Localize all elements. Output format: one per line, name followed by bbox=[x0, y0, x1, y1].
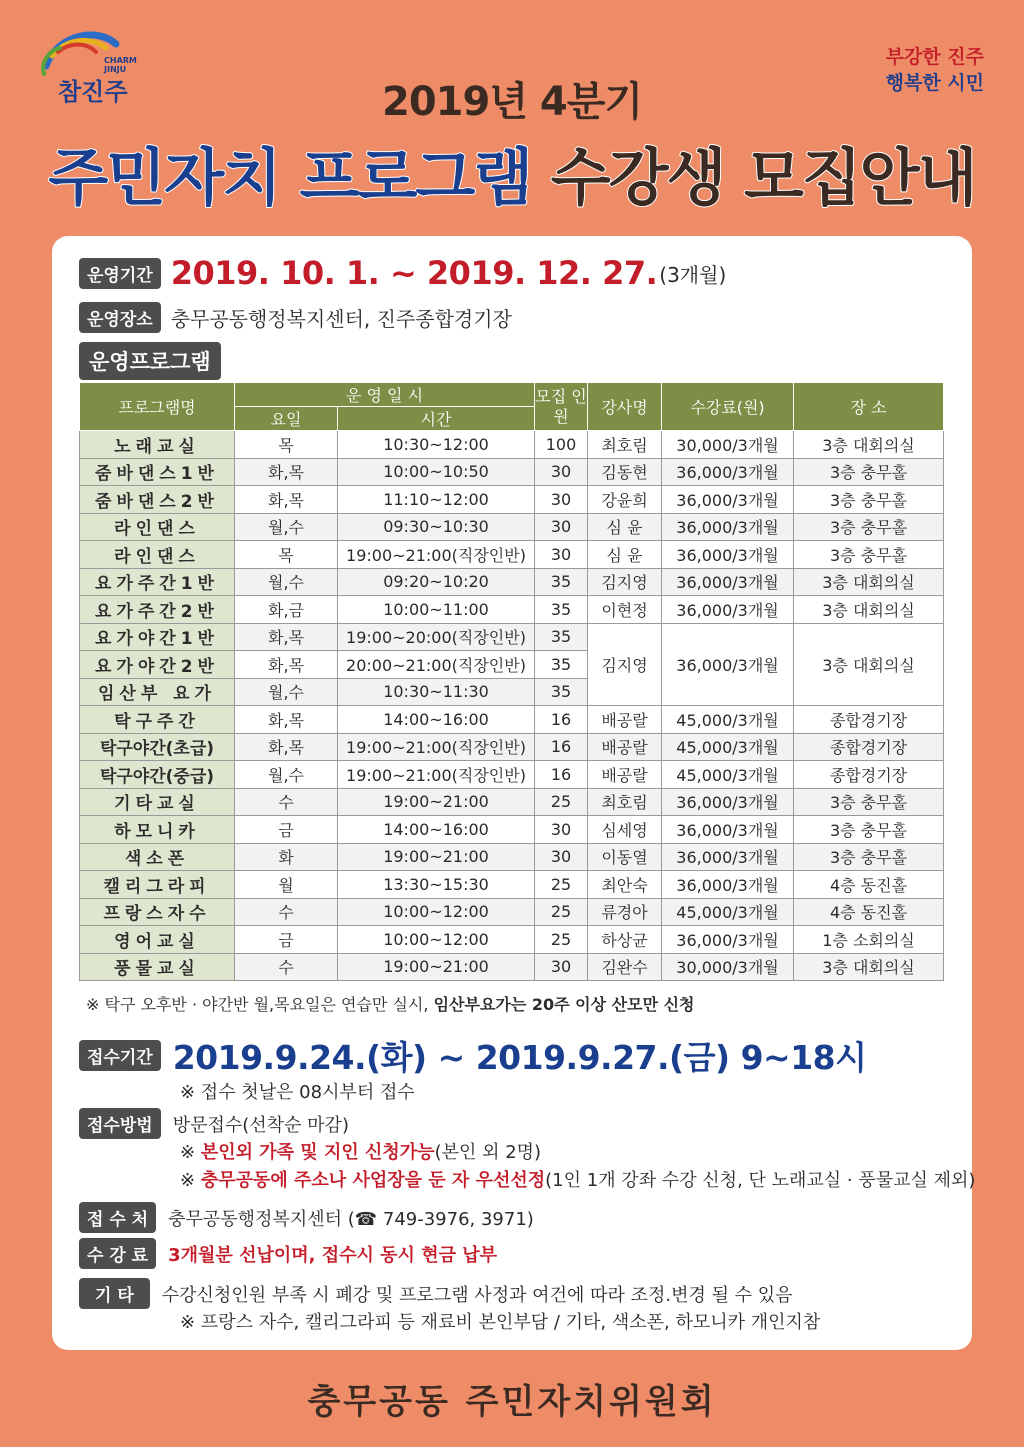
etc-value: 수강신청인원 부족 시 폐강 및 프로그램 사정과 여건에 따라 조정.변경 될 수 있음 bbox=[161, 1284, 793, 1306]
cell-place: 3층 충무홀 bbox=[794, 788, 944, 816]
header-instructor: 강사명 bbox=[588, 383, 662, 431]
cell-place: 3층 충무홀 bbox=[794, 541, 944, 569]
cell-day: 수 bbox=[235, 788, 338, 816]
cell-fee: 45,000/3개월 bbox=[662, 706, 794, 734]
cell-place: 4층 동진홀 bbox=[794, 871, 944, 899]
logo-english: CHARM JINJU bbox=[104, 56, 137, 74]
registration-method-label: 접수방법 bbox=[79, 1108, 161, 1139]
cell-fee: 36,000/3개월 bbox=[662, 458, 794, 486]
table-row bbox=[80, 953, 944, 981]
cell-program-name: 줌바댄스2반 bbox=[80, 486, 235, 514]
table-row bbox=[80, 816, 944, 844]
cell-time: 19:00~21:00(직장인반) bbox=[338, 733, 535, 761]
cell-fee: 30,000/3개월 bbox=[662, 431, 794, 459]
cell-fee: 36,000/3개월 bbox=[662, 513, 794, 541]
cell-program-name: 요가주간1반 bbox=[80, 568, 235, 596]
cell-instructor: 김완수 bbox=[588, 953, 662, 981]
registration-period-label: 접수기간 bbox=[79, 1040, 161, 1071]
table-row bbox=[80, 541, 944, 569]
operation-place-label: 운영장소 bbox=[79, 302, 161, 333]
cell-time: 10:00~11:00 bbox=[338, 596, 535, 624]
cell-fee: 36,000/3개월 bbox=[662, 843, 794, 871]
program-table bbox=[79, 382, 944, 981]
cell-fee: 30,000/3개월 bbox=[662, 953, 794, 981]
cell-program-name: 탁구야간(초급) bbox=[80, 733, 235, 761]
info-card bbox=[52, 236, 976, 1350]
cell-program-name: 색소폰 bbox=[80, 843, 235, 871]
cell-instructor: 심세영 bbox=[588, 816, 662, 844]
method-note-2 bbox=[180, 1166, 975, 1192]
registration-period-row bbox=[79, 1032, 867, 1079]
cell-program-name: 요가주간2반 bbox=[80, 596, 235, 624]
table-row bbox=[80, 761, 944, 789]
cell-day: 화,금 bbox=[235, 596, 338, 624]
cell-time: 13:30~15:30 bbox=[338, 871, 535, 899]
cell-time: 10:00~12:00 bbox=[338, 926, 535, 954]
cell-capacity: 30 bbox=[535, 513, 588, 541]
cell-time: 09:30~10:30 bbox=[338, 513, 535, 541]
method-note-2-highlight: 충무공동에 주소나 사업장을 둔 자 우선선정 bbox=[200, 1170, 546, 1191]
cell-time: 10:00~10:50 bbox=[338, 458, 535, 486]
header-schedule: 운 영 일 시 bbox=[235, 383, 535, 407]
cell-day: 월,수 bbox=[235, 513, 338, 541]
registration-period-note: ※ 접수 첫날은 08시부터 접수 bbox=[180, 1082, 415, 1103]
table-row bbox=[80, 733, 944, 761]
cell-capacity: 35 bbox=[535, 623, 588, 651]
cell-day: 화,목 bbox=[235, 651, 338, 679]
cell-instructor: 김지영 bbox=[588, 568, 662, 596]
table-row bbox=[80, 513, 944, 541]
table-row bbox=[80, 458, 944, 486]
header-place: 장 소 bbox=[794, 383, 944, 431]
cell-instructor: 강윤희 bbox=[588, 486, 662, 514]
cell-time: 19:00~21:00 bbox=[338, 788, 535, 816]
etc-label: 기 타 bbox=[79, 1278, 150, 1309]
program-table-body bbox=[80, 431, 944, 981]
cell-instructor: 심 윤 bbox=[588, 541, 662, 569]
cell-instructor: 배공랄 bbox=[588, 761, 662, 789]
merged-instructor: 김지영 bbox=[588, 623, 662, 706]
cell-time: 14:00~16:00 bbox=[338, 816, 535, 844]
cell-place: 3층 대회의실 bbox=[794, 596, 944, 624]
cell-place: 1층 소회의실 bbox=[794, 926, 944, 954]
cell-time: 11:10~12:00 bbox=[338, 486, 535, 514]
etc-note: ※ 프랑스 자수, 캘리그라피 등 재료비 본인부담 / 기타, 색소폰, 하모니카 개인지참 bbox=[180, 1312, 821, 1333]
header-fee: 수강료(원) bbox=[662, 383, 794, 431]
operation-place-row bbox=[79, 302, 512, 333]
cell-instructor: 류경아 bbox=[588, 898, 662, 926]
cell-program-name: 캘리그라피 bbox=[80, 871, 235, 899]
cell-day: 금 bbox=[235, 816, 338, 844]
page-title bbox=[0, 128, 1024, 217]
cell-fee: 45,000/3개월 bbox=[662, 733, 794, 761]
table-row bbox=[80, 706, 944, 734]
cell-instructor: 최안숙 bbox=[588, 871, 662, 899]
cell-time: 20:00~21:00(직장인반) bbox=[338, 651, 535, 679]
cell-program-name: 라인댄스 bbox=[80, 541, 235, 569]
cell-time: 19:00~21:00(직장인반) bbox=[338, 541, 535, 569]
cell-capacity: 16 bbox=[535, 706, 588, 734]
cell-time: 19:00~21:00(직장인반) bbox=[338, 761, 535, 789]
table-row bbox=[80, 926, 944, 954]
method-note-1-prefix: ※ bbox=[180, 1142, 196, 1163]
cell-day: 화,목 bbox=[235, 623, 338, 651]
cell-capacity: 25 bbox=[535, 871, 588, 899]
cell-time: 10:30~11:30 bbox=[338, 678, 535, 706]
registration-office-value: 충무공동행정복지센터 (☎ 749-3976, 3971) bbox=[168, 1208, 534, 1230]
cell-capacity: 100 bbox=[535, 431, 588, 459]
cell-fee: 36,000/3개월 bbox=[662, 568, 794, 596]
cell-place: 3층 대회의실 bbox=[794, 953, 944, 981]
cell-day: 월,수 bbox=[235, 568, 338, 596]
slogan-line1: 부강한 진주 bbox=[885, 46, 984, 68]
cell-capacity: 30 bbox=[535, 816, 588, 844]
cell-program-name: 요가야간2반 bbox=[80, 651, 235, 679]
cell-fee: 36,000/3개월 bbox=[662, 816, 794, 844]
cell-program-name: 요가야간1반 bbox=[80, 623, 235, 651]
fee-value: 3개월분 선납이며, 접수시 동시 현금 납부 bbox=[168, 1244, 498, 1266]
cell-capacity: 30 bbox=[535, 953, 588, 981]
cell-day: 월,수 bbox=[235, 761, 338, 789]
cell-day: 월,수 bbox=[235, 678, 338, 706]
cell-capacity: 35 bbox=[535, 596, 588, 624]
method-note-1-rest: (본인 외 2명) bbox=[434, 1142, 542, 1163]
cell-fee: 36,000/3개월 bbox=[662, 926, 794, 954]
registration-office-label: 접 수 처 bbox=[79, 1202, 156, 1233]
header-day: 요일 bbox=[235, 407, 338, 431]
table-row bbox=[80, 623, 944, 651]
program-label: 운영프로그램 bbox=[79, 342, 221, 380]
cell-fee: 36,000/3개월 bbox=[662, 541, 794, 569]
fee-label: 수 강 료 bbox=[79, 1238, 156, 1269]
fee-row bbox=[79, 1238, 497, 1269]
table-note-plain: ※ 탁구 오후반 · 야간반 월,목요일은 연습만 실시, bbox=[86, 995, 429, 1014]
etc-row bbox=[79, 1278, 793, 1309]
cell-instructor: 배공랄 bbox=[588, 733, 662, 761]
cell-day: 화,목 bbox=[235, 706, 338, 734]
cell-capacity: 25 bbox=[535, 898, 588, 926]
operation-period-label: 운영기간 bbox=[79, 258, 161, 289]
header-time: 시간 bbox=[338, 407, 535, 431]
program-heading-row bbox=[79, 342, 221, 380]
merged-fee: 36,000/3개월 bbox=[662, 623, 794, 706]
cell-time: 19:00~21:00 bbox=[338, 953, 535, 981]
cell-program-name: 임산부 요가 bbox=[80, 678, 235, 706]
cell-capacity: 30 bbox=[535, 486, 588, 514]
cell-program-name: 줌바댄스1반 bbox=[80, 458, 235, 486]
cell-day: 화,목 bbox=[235, 733, 338, 761]
cell-program-name: 노래교실 bbox=[80, 431, 235, 459]
cell-capacity: 30 bbox=[535, 541, 588, 569]
slogan-line2: 행복한 시민 bbox=[885, 72, 984, 94]
cell-capacity: 35 bbox=[535, 568, 588, 596]
cell-capacity: 30 bbox=[535, 458, 588, 486]
operation-period-note: (3개월) bbox=[659, 262, 727, 287]
organization-footer: 충무공동 주민자치위원회 bbox=[307, 1382, 717, 1422]
cell-time: 09:20~10:20 bbox=[338, 568, 535, 596]
cell-capacity: 35 bbox=[535, 678, 588, 706]
operation-period-value: 2019. 10. 1. ~ 2019. 12. 27. bbox=[170, 254, 658, 292]
cell-place: 종합경기장 bbox=[794, 733, 944, 761]
table-row bbox=[80, 568, 944, 596]
cell-place: 3층 충무홀 bbox=[794, 458, 944, 486]
cell-day: 화 bbox=[235, 843, 338, 871]
cell-fee: 36,000/3개월 bbox=[662, 788, 794, 816]
cell-capacity: 25 bbox=[535, 926, 588, 954]
cell-day: 수 bbox=[235, 898, 338, 926]
cell-day: 목 bbox=[235, 541, 338, 569]
cell-program-name: 하모니카 bbox=[80, 816, 235, 844]
method-note-2-prefix: ※ bbox=[180, 1170, 196, 1191]
cell-place: 3층 충무홀 bbox=[794, 486, 944, 514]
cell-instructor: 심 윤 bbox=[588, 513, 662, 541]
cell-time: 10:30~12:00 bbox=[338, 431, 535, 459]
cell-fee: 36,000/3개월 bbox=[662, 596, 794, 624]
header-program-name: 프로그램명 bbox=[80, 383, 235, 431]
cell-place: 3층 충무홀 bbox=[794, 513, 944, 541]
operation-period-row bbox=[79, 254, 726, 292]
cell-place: 3층 충무홀 bbox=[794, 816, 944, 844]
cell-program-name: 탁구주간 bbox=[80, 706, 235, 734]
title-part1: 주민자치 프로그램 bbox=[48, 141, 532, 214]
cell-day: 수 bbox=[235, 953, 338, 981]
cell-instructor: 배공랄 bbox=[588, 706, 662, 734]
table-row bbox=[80, 871, 944, 899]
cell-day: 화,목 bbox=[235, 458, 338, 486]
registration-method-value: 방문접수(선착순 마감) bbox=[172, 1114, 349, 1136]
cell-program-name: 영어교실 bbox=[80, 926, 235, 954]
cell-fee: 45,000/3개월 bbox=[662, 898, 794, 926]
table-row bbox=[80, 596, 944, 624]
merged-place: 3층 대회의실 bbox=[794, 623, 944, 706]
cell-capacity: 16 bbox=[535, 761, 588, 789]
cell-capacity: 30 bbox=[535, 843, 588, 871]
cell-place: 3층 대회의실 bbox=[794, 568, 944, 596]
table-row bbox=[80, 486, 944, 514]
cell-place: 3층 대회의실 bbox=[794, 431, 944, 459]
cell-day: 금 bbox=[235, 926, 338, 954]
cell-instructor: 최호림 bbox=[588, 788, 662, 816]
quarter-heading: 2019년 4분기 bbox=[381, 79, 642, 125]
operation-place-value: 충무공동행정복지센터, 진주종합경기장 bbox=[170, 307, 512, 331]
table-row bbox=[80, 431, 944, 459]
cell-program-name: 프랑스자수 bbox=[80, 898, 235, 926]
cell-time: 10:00~12:00 bbox=[338, 898, 535, 926]
cell-instructor: 이현정 bbox=[588, 596, 662, 624]
logo-text: 참진주 bbox=[58, 78, 128, 106]
cell-day: 목 bbox=[235, 431, 338, 459]
table-note-bold: 임산부요가는 20주 이상 산모만 신청 bbox=[433, 995, 695, 1014]
method-note-2-rest: (1인 1개 강좌 수강 신청, 단 노래교실 · 풍물교실 제외) bbox=[545, 1170, 976, 1191]
cell-time: 19:00~20:00(직장인반) bbox=[338, 623, 535, 651]
cell-time: 19:00~21:00 bbox=[338, 843, 535, 871]
cell-fee: 36,000/3개월 bbox=[662, 486, 794, 514]
header-capacity: 모집 인원 bbox=[535, 383, 588, 431]
registration-office-row bbox=[79, 1202, 534, 1233]
registration-period-value: 2019.9.24.(화) ~ 2019.9.27.(금) 9~18시 bbox=[172, 1038, 867, 1077]
cell-time: 14:00~16:00 bbox=[338, 706, 535, 734]
cell-place: 3층 충무홀 bbox=[794, 843, 944, 871]
cell-place: 4층 동진홀 bbox=[794, 898, 944, 926]
cell-capacity: 35 bbox=[535, 651, 588, 679]
title-part2: 수강생 모집안내 bbox=[550, 141, 976, 214]
method-note-1 bbox=[180, 1138, 541, 1164]
cell-fee: 45,000/3개월 bbox=[662, 761, 794, 789]
cell-day: 화,목 bbox=[235, 486, 338, 514]
cell-program-name: 풍물교실 bbox=[80, 953, 235, 981]
cell-day: 월 bbox=[235, 871, 338, 899]
cell-instructor: 하상균 bbox=[588, 926, 662, 954]
cell-program-name: 탁구야간(중급) bbox=[80, 761, 235, 789]
table-row bbox=[80, 843, 944, 871]
cell-capacity: 25 bbox=[535, 788, 588, 816]
cell-instructor: 이동열 bbox=[588, 843, 662, 871]
method-note-1-highlight: 본인외 가족 및 지인 신청가능 bbox=[200, 1142, 435, 1163]
cell-instructor: 김동현 bbox=[588, 458, 662, 486]
cell-place: 종합경기장 bbox=[794, 706, 944, 734]
table-note bbox=[86, 992, 695, 1015]
table-row bbox=[80, 898, 944, 926]
cell-program-name: 기타교실 bbox=[80, 788, 235, 816]
cell-place: 종합경기장 bbox=[794, 761, 944, 789]
cell-fee: 36,000/3개월 bbox=[662, 871, 794, 899]
table-row bbox=[80, 788, 944, 816]
registration-method-row bbox=[79, 1108, 349, 1139]
cell-capacity: 16 bbox=[535, 733, 588, 761]
cell-instructor: 최호림 bbox=[588, 431, 662, 459]
cell-program-name: 라인댄스 bbox=[80, 513, 235, 541]
